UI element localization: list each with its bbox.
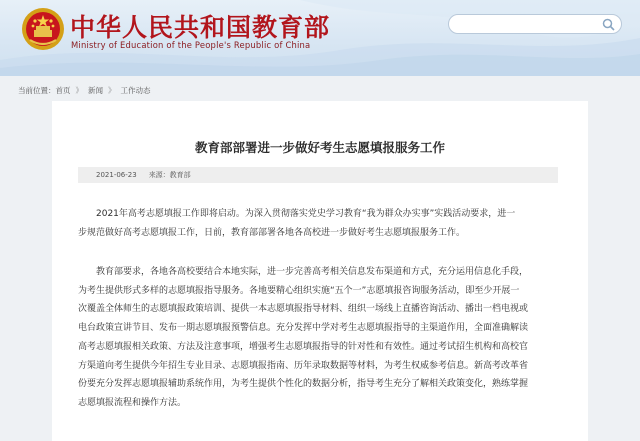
site-name[interactable]: 中华人民共和国教育部 — [70, 13, 331, 42]
paragraph-line: 电台政策宣讲节目、发布一期志愿填报预警信息。充分发挥中学对考生志愿填报指导的主渠道作用，全面准确解读 — [78, 323, 529, 334]
breadcrumb-work-news[interactable]: 工作动态 — [120, 85, 151, 95]
paragraph-line: 2021年高考志愿填报工作即将启动。为深入贯彻落实党史学习教育“我为群众办实事”实践活动要求，进一 — [96, 209, 516, 219]
paragraph-line: 为考生提供形式多样的志愿填报指导服务。各地要精心组织实施“五个一”志愿填报咨询服务活动，即至少开展一 — [78, 285, 520, 296]
breadcrumb — [18, 84, 151, 96]
site-name-english: Ministry of Education of the People's Republic of China — [71, 40, 311, 50]
breadcrumb-home[interactable]: 首页 — [55, 85, 71, 95]
national-emblem-icon[interactable] — [20, 6, 66, 52]
search-icon[interactable] — [602, 18, 615, 31]
breadcrumb-separator: 》 — [108, 85, 116, 95]
article-paragraph-2 — [78, 263, 558, 413]
site-header — [0, 0, 640, 76]
paragraph-line: 高考志愿填报相关政策、方法及注意事项，增强考生志愿填报指导的针对性和有效性。通过考试招生机构和高校官 — [78, 341, 529, 352]
paragraph-line: 志愿填报流程和操作方法。 — [78, 397, 187, 408]
breadcrumb-news[interactable]: 新闻 — [88, 85, 103, 95]
article-date: 2021-06-23 — [96, 171, 137, 179]
paragraph-line: 次覆盖全体师生的志愿填报政策培训、提供一本志愿填报指导材料、组织一场线上直播咨询活动、播出一档电视或 — [78, 304, 529, 315]
search-box — [448, 14, 622, 34]
article-source: 来源：教育部 — [148, 171, 191, 179]
article-meta-bar — [78, 167, 558, 183]
paragraph-line: 份要充分发挥志愿填报辅助系统作用，为考生提供个性化的数据分析，指导考生充分了解相关政策变化，熟练掌握 — [78, 379, 529, 390]
breadcrumb-separator: 》 — [75, 85, 83, 95]
paragraph-line: 教育部要求，各地各高校要结合本地实际，进一步完善高考相关信息发布渠道和方式，充分运用信息化手段， — [96, 267, 529, 277]
article-paragraph-1 — [78, 205, 558, 242]
article-title: 教育部部署进一步做好考生志愿填报服务工作 — [194, 140, 445, 155]
search-input[interactable] — [459, 20, 599, 36]
breadcrumb-prefix: 当前位置： — [18, 85, 56, 95]
paragraph-line: 方渠道向考生提供今年招生专业目录、志愿填报指南、历年录取数据等材料，为考生权威参考信息。新高考改革省 — [78, 360, 529, 371]
paragraph-line: 步规范做好高考志愿填报工作，日前，教育部部署各地各高校进一步做好考生志愿填报服务工作。 — [78, 227, 466, 238]
article-container — [52, 101, 588, 441]
